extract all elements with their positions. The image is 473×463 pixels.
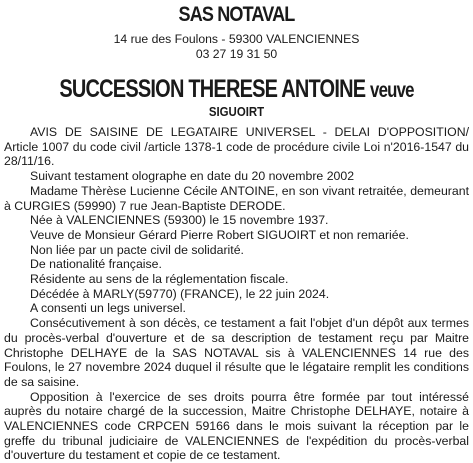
paragraph: Madame Thèrèse Lucienne Cécile ANTOINE, en son vivant retraitée, demeurant à CURGIES (59990) 7 rue Jean-Baptiste DERODE. [4, 183, 469, 213]
paragraph: Consécutivement à son décès, ce testament a fait l'objet d'un dépôt aux termes du procès-verbal d'ouverture et de sa description de testament reçu par Maitre Christophe DELHAYE de la SAS NOTAVAL sis à VALENCIENNES 14 rue des Foulons, le 27 novembre 2024 duquel il résulte que le légataire remplit les conditions de sa saisine. [4, 316, 469, 389]
firm-address: 14 rue des Foulons - 59300 VALENCIENNES [113, 32, 360, 46]
paragraph: A consenti un legs universel. [30, 301, 186, 316]
paragraph: Non liée par un pacte civil de solidarité. [30, 242, 244, 257]
notice-title-main: SUCCESSION THERESE ANTOINE [59, 75, 366, 103]
notice-title-suffix: veuve [370, 79, 414, 102]
legal-notice [4, 0, 469, 463]
firm-phone: 03 27 19 31 50 [195, 47, 278, 61]
paragraph: Résidente au sens de la réglementation fiscale. [30, 272, 289, 287]
firm-name: SAS NOTAVAL [178, 3, 295, 26]
paragraph: De nationalité française. [30, 257, 162, 272]
notice-title [51, 76, 423, 104]
paragraph: Décédée à MARLY(59770) (FRANCE), le 22 juin 2024. [30, 286, 330, 301]
notice-body [4, 125, 469, 463]
paragraph: AVIS DE SAISINE DE LEGATAIRE UNIVERSEL - DELAI D'OPPOSITION/ Article 1007 du code civil /article 1378-1 code de procédure civile Loi n'2016-1547 du 28/11/16. [4, 125, 469, 169]
paragraph: Suivant testament olographe en date du 20 novembre 2002 [30, 169, 355, 184]
paragraph: Opposition à l'exercice de ses droits pourra être formée par tout intéressé auprès du notaire chargé de la succession, Maitre Christophe DELHAYE, notaire à VALENCIENNES code CRPCEN 59166 dans le mois suivant la réception par le greffe du tribunal judiciaire de VALENCIENNES de l'expédition du procès-verbal d'ouverture du testament et copie de ce testament. [4, 389, 469, 463]
paragraph: Veuve de Monsieur Gérard Pierre Robert SIGUOIRT et non remariée. [30, 227, 409, 242]
notice-subtitle: SIGUOIRT [208, 104, 265, 119]
paragraph: Née à VALENCIENNES (59300) le 15 novembre 1937. [30, 213, 329, 228]
